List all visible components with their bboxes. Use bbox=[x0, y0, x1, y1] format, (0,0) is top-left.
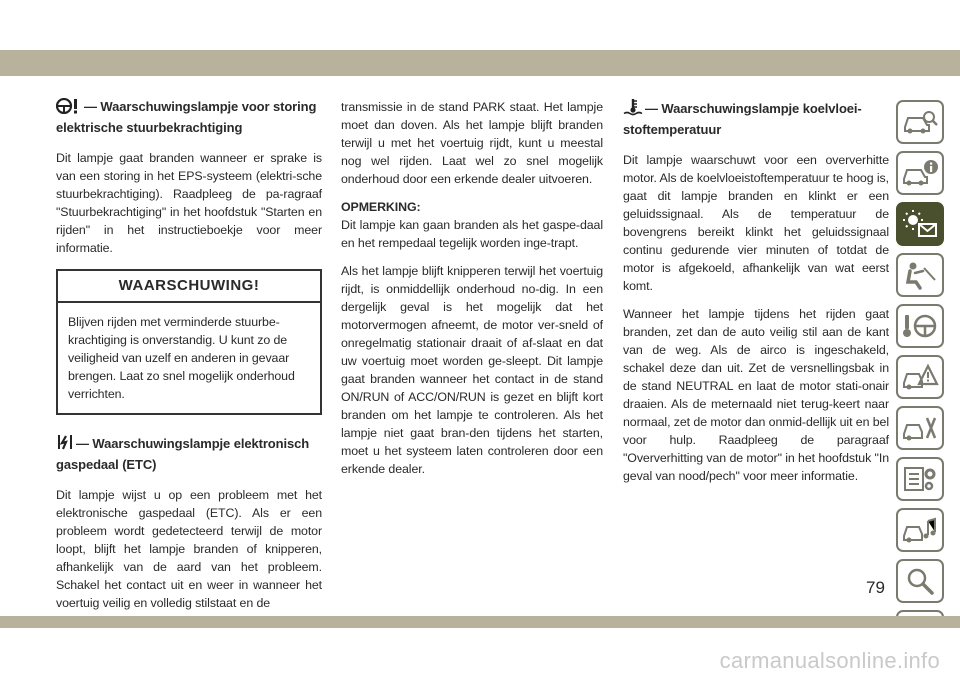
multimedia-music-icon bbox=[901, 515, 939, 545]
tab-starting-driving[interactable] bbox=[896, 304, 944, 348]
warning-box-title: WAARSCHUWING! bbox=[58, 271, 320, 303]
top-margin bbox=[0, 0, 960, 50]
warning-box bbox=[56, 269, 322, 415]
etc-flashing-paragraph: Als het lampje blijft knipperen terwijl het voertuig rijdt, is onmiddellijk onderhoud no-dig. In een dergelijk geval is het mogelijk dat het motorvermogen afneemt, de motor ver-sneld of onregelmatig stationair draait of af-slaat en dat uw voertuig moet worden ge-sleept. Dit lampje gaat branden wanneer het contact in de stand ON/RUN of ACC/ON/RUN is gezet en blijft kort branden om het lampje te controleren. Als het lampje niet gaat bran-den tijdens het starten, moet u het systeem laten controleren door een erkende dealer. bbox=[341, 264, 603, 476]
page-number: 79 bbox=[866, 578, 885, 597]
tab-car-search[interactable] bbox=[896, 100, 944, 144]
etc-warning-heading bbox=[56, 433, 322, 474]
magnifier-search-icon bbox=[901, 566, 939, 596]
car-hazard-icon bbox=[901, 362, 939, 392]
car-info-icon bbox=[901, 158, 939, 188]
etc-warning-body: Dit lampje wijst u op een probleem met het elektronische gaspedaal (ETC). Als er een probleem wordt gedetecteerd terwijl de motor loopt, blijft het lampje branden of knipperen, afhankelijk van de aard van het probleem. Schakel het contact uit en weer in wanneer het voertuig veilig en volledig stilstaat en de bbox=[56, 488, 322, 610]
specifications-gear-icon bbox=[901, 464, 939, 494]
eps-warning-heading bbox=[56, 98, 322, 137]
tab-warning-lights[interactable] bbox=[896, 202, 944, 246]
footer-color-bar bbox=[0, 616, 960, 628]
steering-warning-icon bbox=[56, 98, 82, 119]
tab-emergency[interactable] bbox=[896, 355, 944, 399]
watermark-text: carmanualsonline.info bbox=[719, 648, 940, 673]
chapter-tabs bbox=[896, 100, 948, 661]
eps-warning-body: Dit lampje gaat branden wanneer er sprake is van een storing in het EPS-systeem (elektri-sche stuurbekrachtiging). Raadpleeg de pa-ragraaf "Stuurbekrachtiging" in het hoofdstuk "Starten en rijden" in het instructieboekje voor meer informatie. bbox=[56, 151, 322, 255]
tab-safety[interactable] bbox=[896, 253, 944, 297]
airbag-seat-icon bbox=[901, 260, 939, 290]
electronic-throttle-icon bbox=[56, 433, 74, 456]
tab-customer-assistance[interactable] bbox=[896, 559, 944, 603]
column-middle bbox=[341, 98, 603, 488]
tab-specifications[interactable] bbox=[896, 457, 944, 501]
note-label: OPMERKING: bbox=[341, 200, 421, 214]
header-color-bar bbox=[0, 50, 960, 76]
coolant-warning-body-1: Dit lampje waarschuwt voor een oververhitte motor. Als de koelvloeistoftemperatuur te hoog is, gaat dit lampje branden en klinkt er een geluidssignaal. Als de temperatuur de bovengrens bereikt klinkt het geluidssignaal continu gedurende vier minuten of totdat de motor is afgekoeld, afhankelijk van wat eerst komt. bbox=[623, 153, 889, 293]
etc-warning-heading-text: — Waarschuwingslampje elektronisch gaspedaal (ETC) bbox=[56, 436, 310, 472]
tab-car-info[interactable] bbox=[896, 151, 944, 195]
coolant-warning-heading bbox=[623, 98, 889, 139]
tab-multimedia[interactable] bbox=[896, 508, 944, 552]
etc-continued-paragraph: transmissie in de stand PARK staat. Het lampje moet dan doven. Als het lampje blijft branden terwijl u met het voertuig rijdt, kunt u meestal nog wel rijden. Laat wel zo snel mogelijk onderhoud door een erkende dealer uitvoeren. bbox=[341, 100, 603, 186]
car-search-icon bbox=[901, 107, 939, 137]
tab-servicing[interactable] bbox=[896, 406, 944, 450]
warning-box-body: Blijven rijden met verminderde stuurbe-krachtiging is onverstandig. U kunt zo de veiligheid van uzelf en anderen in gevaar brengen. Laat zo snel mogelijk onderhoud verrichten. bbox=[68, 315, 295, 401]
coolant-warning-heading-text: — Waarschuwingslampje koelvloei-stoftemperatuur bbox=[623, 101, 862, 137]
coolant-temperature-icon bbox=[623, 98, 643, 121]
key-steering-wheel-icon bbox=[901, 311, 939, 341]
car-tools-icon bbox=[901, 413, 939, 443]
note-body: Dit lampje kan gaan branden als het gaspe-daal en het rempedaal tegelijk worden inge-trapt. bbox=[341, 218, 603, 250]
warning-light-message-icon bbox=[901, 209, 939, 239]
coolant-warning-body-2: Wanneer het lampje tijdens het rijden gaat branden, zet dan de auto veilig stil aan de kant van de weg. Als de airco is ingeschakeld, schakel deze dan uit. Zet de versnellingsbak in de stand NEUTRAL en laat de motor stati-onair draaien. Als de meternaald niet terug-keert naar normaal, zet de motor dan onmid-dellijk uit en bel voor hulp. Raadpleeg de paragraaf "Oververhitting van de motor" in het hoofdstuk "In geval van nood/pech" voor meer informatie. bbox=[623, 307, 889, 483]
eps-warning-heading-text: — Waarschuwingslampje voor storing elektrische stuurbekrachtiging bbox=[56, 99, 317, 135]
column-right bbox=[623, 98, 889, 495]
column-left bbox=[56, 98, 322, 622]
